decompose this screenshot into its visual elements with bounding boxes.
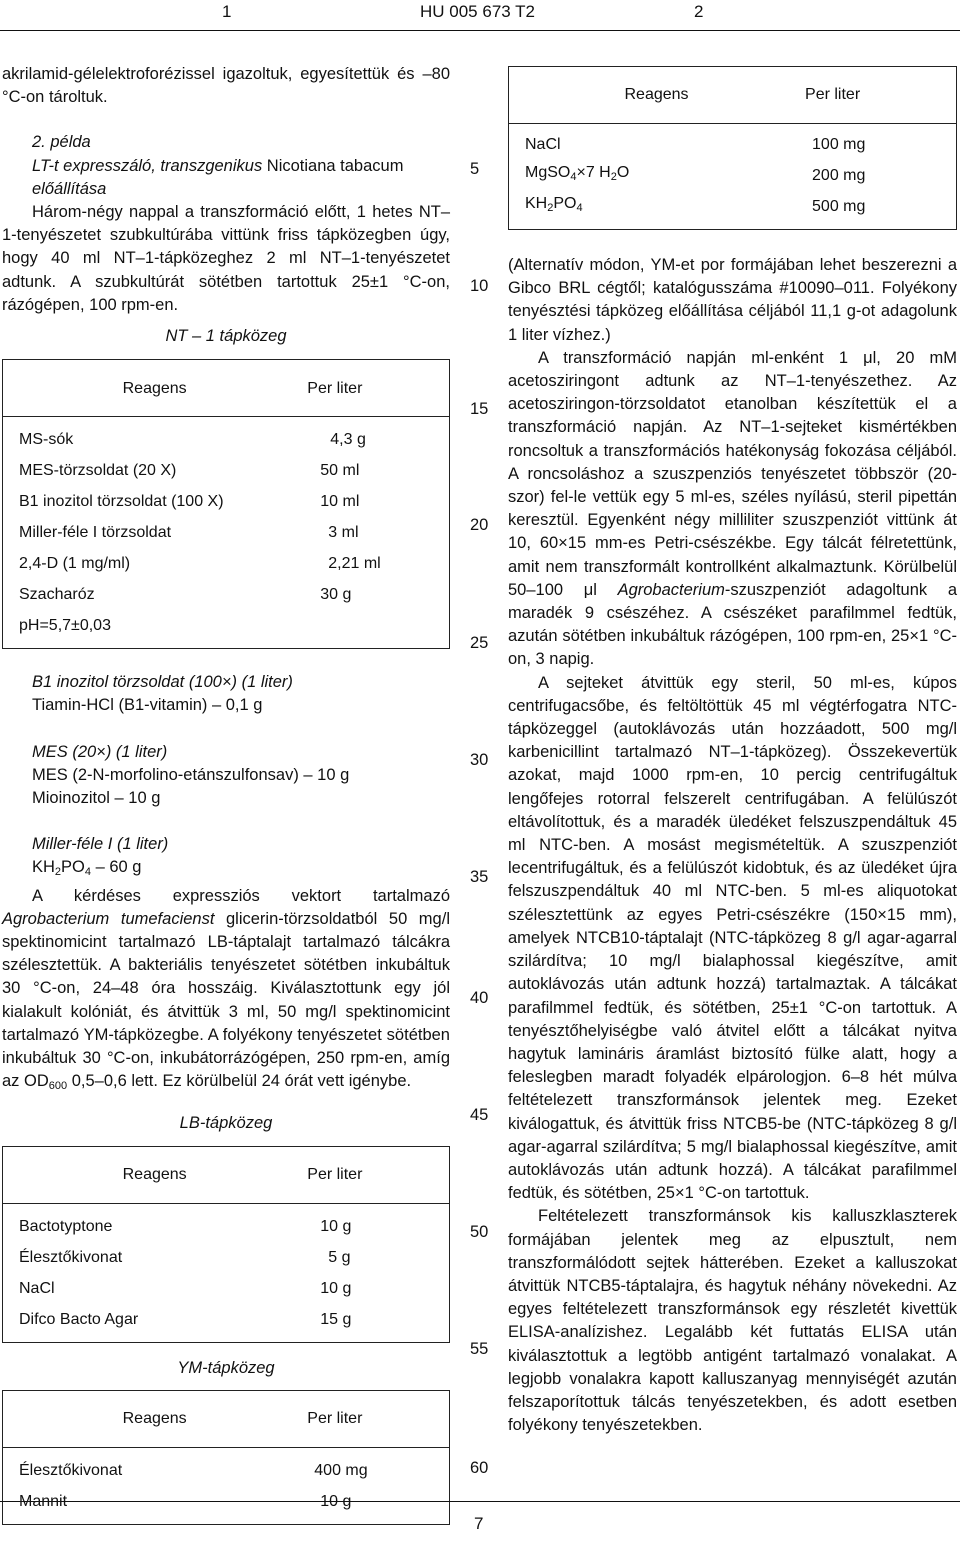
table-row	[509, 160, 956, 191]
nt1-reagent: pH=5,7±0,03	[19, 617, 111, 635]
mes-stock-line-2: Mioinozitol – 10 g	[32, 789, 161, 808]
ym-reagent: Mannit	[19, 1492, 68, 1510]
right-column	[508, 66, 957, 1437]
line-number: 5	[470, 160, 480, 178]
paragraph-preculture: Három-négy nappal a transzformáció előtt, 1 hetes NT–1-tenyészetet szubkultúrába vittünk friss tápközegben úgy, hogy 40 ml NT–1-tápközeghez 2 ml NT–1-tenyészetet adtunk. A szubkultúrát sötétben tartottuk 25±1 °C-on, rázógépen, 100 rpm-en.	[2, 203, 450, 314]
ym-reagent: Élesztőkivonat	[19, 1461, 123, 1479]
lb-table-title: LB-tápközeg	[179, 1114, 273, 1133]
miller-stock-line	[2, 856, 450, 884]
line-number: 30	[470, 751, 489, 769]
table-row	[3, 610, 449, 648]
paragraph-ym-note: (Alternatív módon, YM-et por formájában lehet beszerezni a Gibco BRL cégtől; katalógusszáma #10090–011. Folyékony tenyésztési tápközeg előállítása céljából 11,1 g-ot adagolunk 1 liter vízhez.)	[508, 256, 957, 344]
nt1-header-per-liter: Per liter	[306, 360, 449, 417]
kh-sub-2: 4	[576, 202, 583, 215]
example-title-c: előállítása	[32, 179, 107, 198]
nt1-table	[2, 359, 450, 649]
ym-table	[2, 1390, 450, 1525]
kh-b: PO	[553, 195, 577, 213]
miller-kh: KH	[32, 858, 55, 877]
nt1-reagent: B1 inozitol törzsoldat (100 X)	[19, 493, 224, 511]
mgso-sub: 4	[570, 171, 577, 184]
line-number: 60	[470, 1459, 489, 1477]
line-number: 10	[470, 277, 489, 295]
line-number: 20	[470, 516, 489, 534]
example-title-species: Nicotiana tabacum	[266, 156, 404, 175]
nutrient-table	[508, 66, 957, 230]
nt1-header-reagent: Reagens	[3, 360, 306, 417]
lb-amount: 5 g	[328, 1248, 351, 1266]
table-row	[3, 1304, 449, 1342]
table-row	[3, 455, 449, 486]
b1-stock-title: B1 inozitol törzsoldat (100×) (1 liter)	[32, 673, 293, 692]
nt1-amount: 30 g	[320, 586, 352, 604]
p2-a: A kérdéses expressziós vektort tartalmazó	[32, 886, 450, 905]
line-number: 40	[470, 989, 489, 1007]
lb-amount: 10 g	[320, 1217, 352, 1235]
p2-d: 0,5–0,6 lett. Ez körülbelül 24 órát vett igénybe.	[67, 1072, 412, 1091]
mgso-a: MgSO	[525, 164, 571, 182]
p2-c: glicerin-törzsoldatból 50 mg/l spektinomicint tartalmazó LB-táptalajt tartalmazó tálcákra szélesztettük. A bakteriális tenyészetet sötétben inkubáltuk 30 °C-on, 24–48 óra hosszáig. Kiválasztottunk egy jól kialakult kolóniát, és átvittük 3 ml, 50 mg/l spektinomicint tartalmazó YM-tápközegbe. A folyékony tenyészetet sötétben inkubáltuk 30 °C-on, inkubátorrázógépen, 250 rpm-en, amíg az OD	[2, 909, 450, 1091]
nt1-amount: 4,3 g	[330, 431, 366, 449]
table-row	[3, 417, 449, 456]
miller-amount: – 60 g	[91, 858, 142, 877]
kh-sub: 2	[547, 202, 554, 215]
nt1-amount: 50 ml	[320, 462, 360, 480]
table-row	[3, 548, 449, 579]
line-number: 55	[470, 1340, 489, 1358]
ym-amount: 400 mg	[314, 1461, 368, 1479]
table-row	[3, 1486, 449, 1524]
nutrient-reagent: NaCl	[525, 135, 561, 153]
paragraph-transformation	[508, 347, 957, 672]
right-page-number: 2	[694, 2, 704, 21]
line-number: 15	[470, 400, 489, 418]
paragraph-agrobacterium	[2, 885, 450, 1099]
example-number: 2. példa	[32, 133, 91, 152]
nutrient-amount: 200 mg	[812, 166, 866, 184]
table-row	[3, 579, 449, 610]
table-row	[3, 1203, 449, 1242]
nt1-amount: 3 ml	[328, 524, 359, 542]
ym-header-per-liter: Per liter	[306, 1391, 449, 1448]
lb-amount: 10 g	[320, 1279, 352, 1297]
nutrient-header-reagent: Reagens	[509, 67, 804, 124]
mes-stock-title: MES (20×) (1 liter)	[32, 742, 168, 761]
footer-page-number: 7	[474, 1514, 484, 1533]
lb-reagent: Difco Bacto Agar	[19, 1310, 139, 1328]
table-row	[509, 124, 956, 161]
example-title	[2, 155, 450, 201]
nutrient-reagent	[509, 191, 804, 229]
miller-po: PO	[61, 858, 85, 877]
transformation-species: Agrobacterium	[617, 580, 725, 599]
line-number: 35	[470, 868, 489, 886]
lb-reagent: Bactotyptone	[19, 1217, 113, 1235]
ym-amount: 10 g	[320, 1492, 352, 1510]
mes-stock-line-1: MES (2-N-morfolino-etánszulfonsav) – 10 g	[32, 765, 350, 784]
mgso-b: ×7 H	[576, 164, 611, 182]
table-row	[3, 517, 449, 548]
paragraph-selection: Feltételezett transzformánsok kis kalluszklaszterek formájában jelentek meg az elpusztult, nem transzformálódott sejtek hátterében. Ezeket a kalluszokat átvittük NTCB5-táptalajra, és hagytuk néhány növekedni. Az egyes feltételezett transzformánsok egy részletét kivettük ELISA-analízishez. Legalább két futtatás ELISA után kiválasztottuk a legtöbb antigént tartalmazó vonalakat. A legjobb vonalakra kapott kalluszanyag mennyiségét azután felszaporítottuk tálcás tenyészetekben, és adott esetben folyékony tenyészetekben.	[508, 1207, 957, 1435]
document-id: HU 005 673 T2	[420, 2, 535, 21]
nt1-amount: 2,21 ml	[328, 555, 381, 573]
miller-sub-4: 4	[84, 866, 92, 879]
line-number: 45	[470, 1106, 489, 1124]
miller-sub-2: 2	[54, 866, 62, 879]
nt1-reagent: MS-sók	[19, 431, 74, 449]
footer-rule	[0, 1501, 960, 1502]
lb-table	[2, 1146, 450, 1343]
left-page-number: 1	[222, 2, 232, 21]
header-rule	[0, 30, 960, 31]
lb-header-per-liter: Per liter	[306, 1147, 449, 1204]
ym-table-title: YM-tápközeg	[177, 1358, 275, 1377]
table-row	[3, 1242, 449, 1273]
nutrient-amount: 100 mg	[812, 135, 866, 153]
line-number: 25	[470, 634, 489, 652]
table-row	[3, 1447, 449, 1486]
example-title-a: LT-t expresszáló, transzgenikus	[32, 156, 267, 175]
miller-stock-title: Miller-féle I (1 liter)	[32, 835, 169, 854]
kh-a: KH	[525, 195, 548, 213]
transformation-c: -szuszpenziót adagoltunk a maradék 9 csészéhez. A csészéket parafilmmel fedtük, azután sötétben inkubáltuk rázógépen, 100 rpm-en, 25×1 °C-on, 3 napig.	[508, 580, 957, 669]
nutrient-amount: 500 mg	[812, 197, 866, 215]
intro-paragraph: akrilamid-gélelektroforézissel igazoltuk, egyesítettük és –80 °C-on tároltuk.	[2, 65, 450, 107]
table-row	[3, 1273, 449, 1304]
line-number: 50	[470, 1223, 489, 1241]
nutrient-reagent	[509, 160, 804, 191]
b1-stock-line: Tiamin-HCl (B1-vitamin) – 0,1 g	[32, 696, 263, 715]
table-row	[3, 486, 449, 517]
nt1-reagent: 2,4-D (1 mg/ml)	[19, 555, 131, 573]
transformation-a: A transzformáció napján ml-enként 1 μl, 20 mM acetosziringont adtunk az NT–1-tenyészethez. Az acetosziringon-törzsoldatot etanolban készítettük el a transzformáció napján. Az NT–1-sejteket kismértékben roncsoltuk a transzformációs hatékonyság fokozása céljából. A roncsoláshoz a szuszpenziós tenyészetet többször (20-szor) fel-le vettük egy 5 ml-es, széles nyílású, steril pipettán keresztül. Egyenként négy milliliter szuszpenziót vittünk át 10, 60×15 mm-es Petri-csészékbe. Egy tálcát félretettünk, amit nem transzformált kontrollként alkalmaztunk. Körülbelül 50–100 μl	[508, 348, 957, 599]
lb-reagent: Élesztőkivonat	[19, 1248, 123, 1266]
nt1-reagent: MES-törzsoldat (20 X)	[19, 462, 177, 480]
p2-od-sub: 600	[48, 1080, 68, 1093]
nt1-table-title: NT – 1 tápközeg	[165, 327, 287, 346]
table-row	[509, 191, 956, 229]
nutrient-header-per-liter: Per liter	[804, 67, 956, 124]
ym-header-reagent: Reagens	[3, 1391, 306, 1448]
lb-amount: 15 g	[320, 1310, 352, 1328]
p2-species: Agrobacterium tumefacienst	[2, 909, 215, 928]
left-column	[2, 63, 450, 1525]
mgso-sub-2: 2	[610, 171, 617, 184]
lb-reagent: NaCl	[19, 1279, 55, 1297]
paragraph-washing: A sejteket átvittük egy steril, 50 ml-es, kúpos centrifugacsőbe, és feltöltöttük 45 ml végtérfogatra NTC-tápközeggel (autoklávozás után hozzáadott, 500 mg/l karbenicillint tartalmazó NT–1-tápközeg). Összekevertük azokat, majd 1000 rpm-en, 10 percig centrifugáltuk lengőfejes rotorral felszerelt centrifugában. A felülúszót eltávolítottuk, és a maradék üledéket felszuszpendáltuk 45 ml NTC-ben. A mosást megismételtük. A szuszpenziót lecentrifugáltuk, és a felülúszót kidobtuk, és az üledéket újra felszuszpendáltuk 40 ml NTC-ben. 5 ml-es aliquotokat szélesztettünk az egyes Petri-csészékre (150×15 mm), amelyek NTCB10-táptalajt (NTC-tápközeg 8 g/l agar-agarral szilárdítva; 10 mg/l bialaphossal kiegészítve, amit autoklávozás után adtunk hozzá) tartalmaztak. A tálcákat parafilmmel fedtük, és sötétben, 25±1 °C-on tartottuk. A tenyésztőhelyiségbe való átvitel előtt a tálcákat nyitva hagytuk lamináris áramlást biztosító fülke alatt, hogy a feleslegben maradt folyadék elpárologjon. 6–8 hét múlva feltételezett transzformánsok jelentek meg. Ezeket kiválogattuk, és átvittük friss NTCB5-be (NTC-tápközeg 8 g/l agar-agarral szilárdítva; 5 mg/l bialaphossal kiegészítve, amit autoklávozás után adtunk hozzá). A tálcákat parafilmmel fedtük, és sötétben, 25×1 °C-on tartottuk.	[508, 673, 957, 1203]
nt1-reagent: Miller-féle I törzsoldat	[19, 524, 172, 542]
nt1-reagent: Szacharóz	[19, 586, 95, 604]
nt1-amount	[306, 610, 449, 648]
nt1-amount: 10 ml	[320, 493, 360, 511]
lb-header-reagent: Reagens	[3, 1147, 306, 1204]
mgso-c: O	[616, 164, 630, 182]
